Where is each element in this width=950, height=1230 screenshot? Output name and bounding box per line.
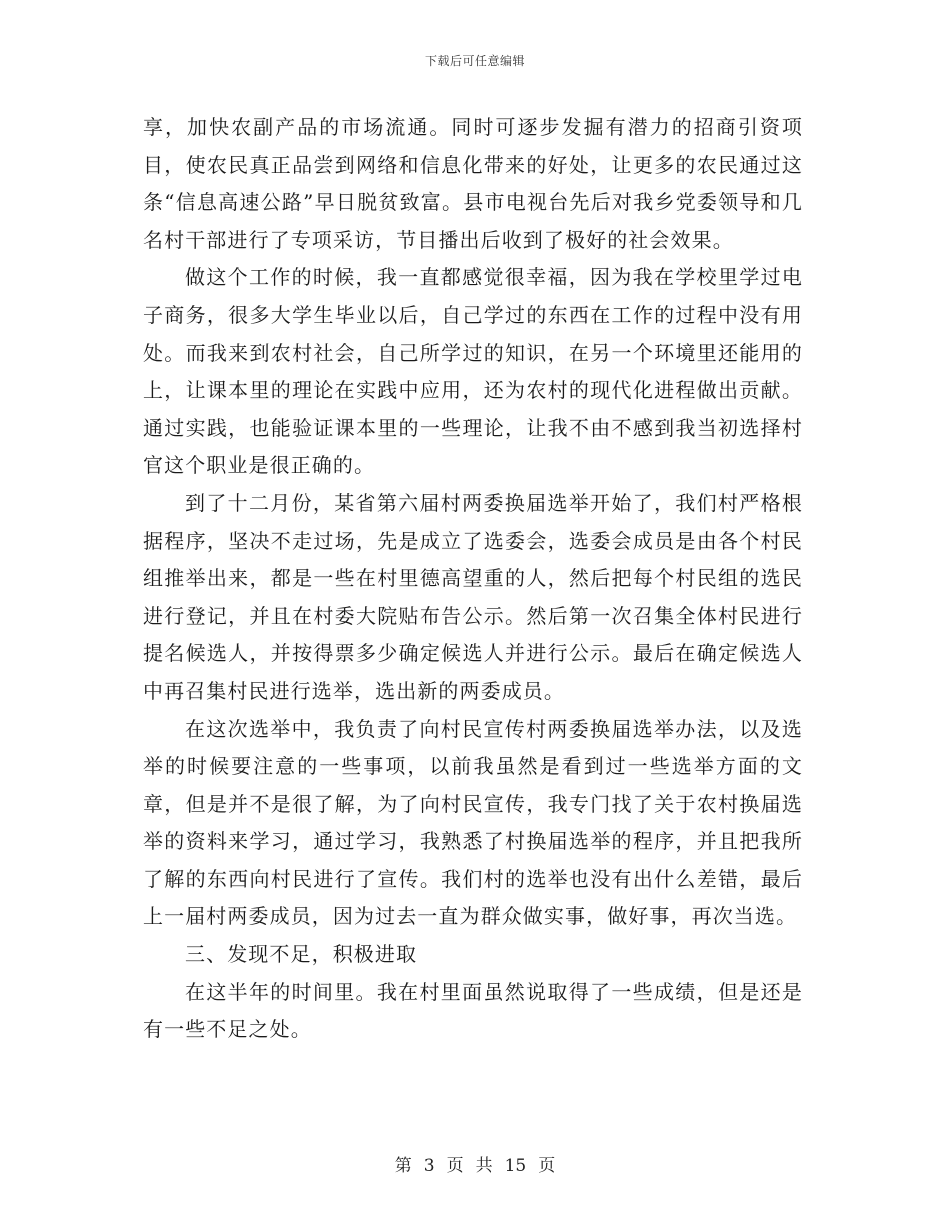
total-pages: 15 bbox=[504, 1156, 527, 1176]
paragraph-5: 在这半年的时间里。我在村里面虽然说取得了一些成绩，但是还是有一些不足之处。 bbox=[143, 979, 803, 1042]
page-number: 3 bbox=[423, 1156, 435, 1176]
paragraph-3: 到了十二月份，某省第六届村两委换届选举开始了，我们村严格根据程序，坚决不走过场，先是成立了选委会，选委会成员是由各个村民组推举出来，都是一些在村里德高望重的人，然后把每个村民组的选民进行登记，并且在村委大院贴布告公示。然后第一次召集全体村民进行提名候选人，并按得票多少确定候选人并进行公示。最后在确定候选人中再召集村民进行选举，选出新的两委成员。 bbox=[143, 490, 803, 703]
page-header: 下载后可任意编辑 bbox=[424, 54, 525, 68]
paragraph-2: 做这个工作的时候，我一直都感觉很幸福，因为我在学校里学过电子商务，很多大学生毕业以后，自己学过的东西在工作的过程中没有用处。而我来到农村社会，自己所学过的知识，在另一个环境里还能用的上，让课本里的理论在实践中应用，还为农村的现代化进程做出贡献。通过实践，也能验证课本里的一些理论，让我不由不感到我当初选择村官这个职业是很正确的。 bbox=[143, 265, 803, 478]
footer-total-prefix: 共 bbox=[475, 1156, 493, 1176]
section-heading: 三、发现不足，积极进取 bbox=[185, 942, 418, 967]
footer-page-word: 页 bbox=[446, 1156, 464, 1176]
footer-prefix: 第 bbox=[394, 1156, 412, 1176]
page-footer bbox=[0, 1155, 950, 1177]
document-body bbox=[143, 109, 803, 1049]
footer-total-word: 页 bbox=[538, 1156, 556, 1176]
paragraph-1: 享，加快农副产品的市场流通。同时可逐步发掘有潜力的招商引资项目，使农民真正品尝到网络和信息化带来的好处，让更多的农民通过这条“信息高速公路”早日脱贫致富。县市电视台先后对我乡党委领导和几名村干部进行了专项采访，节目播出后收到了极好的社会效果。 bbox=[143, 115, 803, 252]
paragraph-4: 在这次选举中，我负责了向村民宣传村两委换届选举办法，以及选举的时候要注意的一些事项，以前我虽然是看到过一些选举方面的文章，但是并不是很了解，为了向村民宣传，我专门找了关于农村换届选举的资料来学习，通过学习，我熟悉了村换届选举的程序，并且把我所了解的东西向村民进行了宣传。我们村的选举也没有出什么差错，最后上一届村两委成员，因为过去一直为群众做实事，做好事，再次当选。 bbox=[143, 716, 803, 929]
